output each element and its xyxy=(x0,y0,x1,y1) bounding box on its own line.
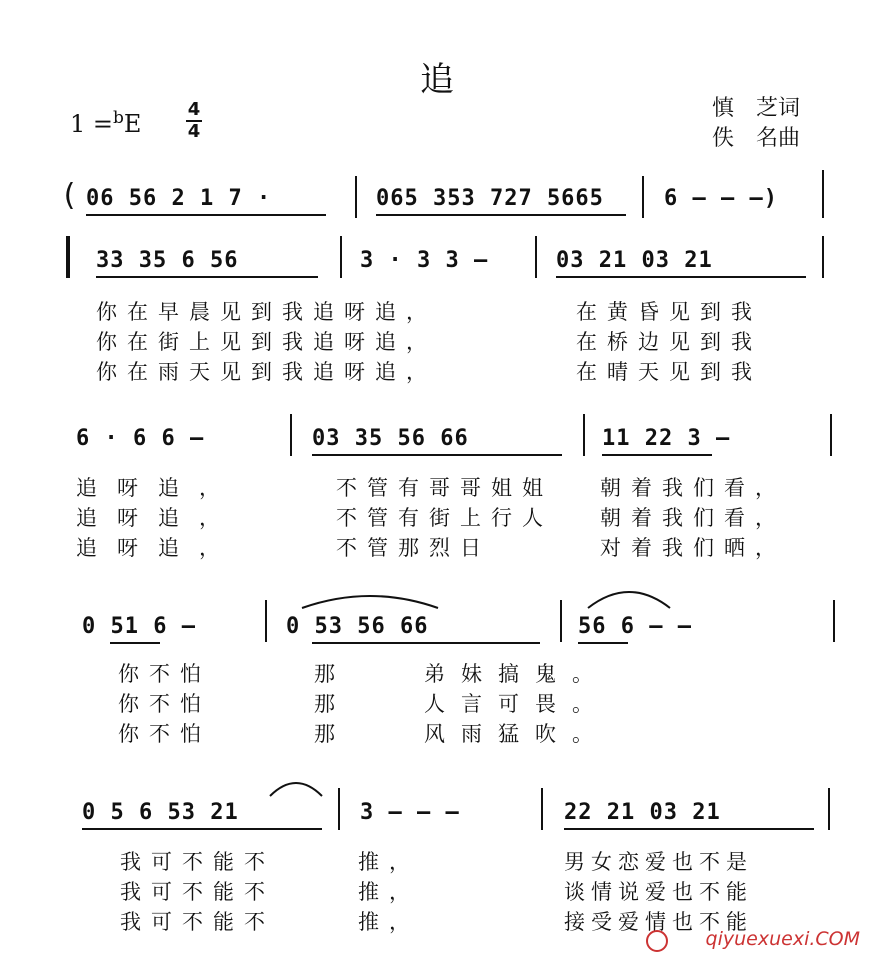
line2-lyric3-a: 追呀追， xyxy=(76,536,240,560)
line2-measure-3: 11 22 3 — xyxy=(602,426,731,451)
line1-measure-1: 33 35 6 56 xyxy=(96,248,239,273)
beam-underline xyxy=(376,214,626,216)
watermark-text: qiyuexuexi.COM xyxy=(705,928,860,950)
barline xyxy=(833,600,835,642)
intro-measure-3: 6 — — —) xyxy=(664,186,778,211)
barline xyxy=(822,236,824,278)
credits xyxy=(712,94,800,154)
line2-lyric2-b: 不管有街上行人 xyxy=(336,506,553,530)
intro-measure-1: 06 56 2 1 7 · xyxy=(86,186,272,211)
barline xyxy=(340,236,342,278)
line4-lyric3-a: 我可不能不 xyxy=(120,910,275,934)
line1-lyric-b: 在黄昏见到我 xyxy=(576,300,762,324)
barline xyxy=(290,414,292,456)
line4-lyric-a: 我可不能不 xyxy=(120,850,275,874)
line2-lyric2-c: 朝着我们看， xyxy=(600,506,786,530)
beam-underline xyxy=(96,276,318,278)
line4-lyric3-c: 接受爱情也不能 xyxy=(564,910,753,934)
line3-lyric2-b: 那 xyxy=(314,692,345,716)
line3-lyric2-a: 你不怕 xyxy=(118,692,211,716)
key-note: E xyxy=(123,110,142,138)
line3-lyric-c: 弟妹搞鬼。 xyxy=(424,662,609,686)
barline xyxy=(265,600,267,642)
line3-lyric2-c: 人言可畏。 xyxy=(424,692,609,716)
intro-open-paren: ( xyxy=(60,178,80,213)
line2-lyric-c: 朝着我们看， xyxy=(600,476,786,500)
time-bottom: 4 xyxy=(187,121,201,142)
line1-lyric3-b: 在晴天见到我 xyxy=(576,360,762,384)
beam-underline xyxy=(110,642,160,644)
line2-measure-2: 03 35 56 66 xyxy=(312,426,469,451)
line4-lyric2-c: 谈情说爱也不能 xyxy=(564,880,753,904)
line4-measure-1: 0 5 6 53 21 xyxy=(82,800,239,825)
barline xyxy=(828,788,830,830)
line4-lyric3-b: 推， xyxy=(358,910,420,934)
repeat-start-bar xyxy=(66,236,70,278)
barline xyxy=(583,414,585,456)
beam-underline xyxy=(312,454,562,456)
line3-lyric-b: 那 xyxy=(314,662,345,686)
barline xyxy=(541,788,543,830)
barline xyxy=(560,600,562,642)
line2-lyric2-a: 追呀追， xyxy=(76,506,240,530)
watermark-logo-icon xyxy=(646,930,668,952)
line2-lyric-a: 追呀追， xyxy=(76,476,240,500)
key-label: 1 = xyxy=(70,110,114,138)
barline xyxy=(338,788,340,830)
line1-lyric3-a: 你在雨天见到我追呀追， xyxy=(96,360,437,384)
barline xyxy=(642,176,644,218)
line4-lyric2-b: 推， xyxy=(358,880,420,904)
barline xyxy=(535,236,537,278)
composer-credit: 佚 名曲 xyxy=(712,126,801,151)
intro-measure-2: 065 353 727 5665 xyxy=(376,186,604,211)
line2-measure-1: 6 · 6 6 — xyxy=(76,426,205,451)
line4-measure-2: 3 — — — xyxy=(360,800,460,825)
line2-lyric3-c: 对着我们晒， xyxy=(600,536,786,560)
beam-underline xyxy=(556,276,806,278)
slur xyxy=(300,590,440,610)
line1-lyric2-a: 你在街上见到我追呀追， xyxy=(96,330,437,354)
line1-measure-2: 3 · 3 3 — xyxy=(360,248,489,273)
line1-lyric2-b: 在桥边见到我 xyxy=(576,330,762,354)
time-top: 4 xyxy=(187,99,201,120)
line2-lyric-b: 不管有哥哥姐姐 xyxy=(336,476,553,500)
lyricist-credit: 慎 芝词 xyxy=(712,96,801,121)
line3-measure-3: 56 6 — — xyxy=(578,614,692,639)
line4-lyric2-a: 我可不能不 xyxy=(120,880,275,904)
line3-lyric-a: 你不怕 xyxy=(118,662,211,686)
line1-lyric-a: 你在早晨见到我追呀追， xyxy=(96,300,437,324)
line1-measure-3: 03 21 03 21 xyxy=(556,248,713,273)
time-signature xyxy=(186,100,202,142)
line3-lyric3-c: 风雨猛吹。 xyxy=(424,722,609,746)
beam-underline xyxy=(564,828,814,830)
beam-underline xyxy=(312,642,540,644)
line4-lyric-c: 男女恋爱也不是 xyxy=(564,850,753,874)
line4-measure-3: 22 21 03 21 xyxy=(564,800,721,825)
line3-lyric3-a: 你不怕 xyxy=(118,722,211,746)
barline xyxy=(830,414,832,456)
line2-lyric3-b: 不管那烈日 xyxy=(336,536,491,560)
key-signature xyxy=(70,108,141,138)
slur xyxy=(586,586,672,610)
beam-underline xyxy=(82,828,322,830)
line3-measure-2: 0 53 56 66 xyxy=(286,614,429,639)
barline xyxy=(355,176,357,218)
song-title: 追 xyxy=(420,60,454,100)
beam-underline xyxy=(86,214,326,216)
beam-underline xyxy=(578,642,628,644)
line3-measure-1: 0 51 6 — xyxy=(82,614,196,639)
barline xyxy=(822,170,824,218)
line4-lyric-b: 推， xyxy=(358,850,420,874)
line3-lyric3-b: 那 xyxy=(314,722,345,746)
beam-underline xyxy=(602,454,712,456)
slur xyxy=(268,778,324,798)
flat-sign: b xyxy=(113,108,124,128)
